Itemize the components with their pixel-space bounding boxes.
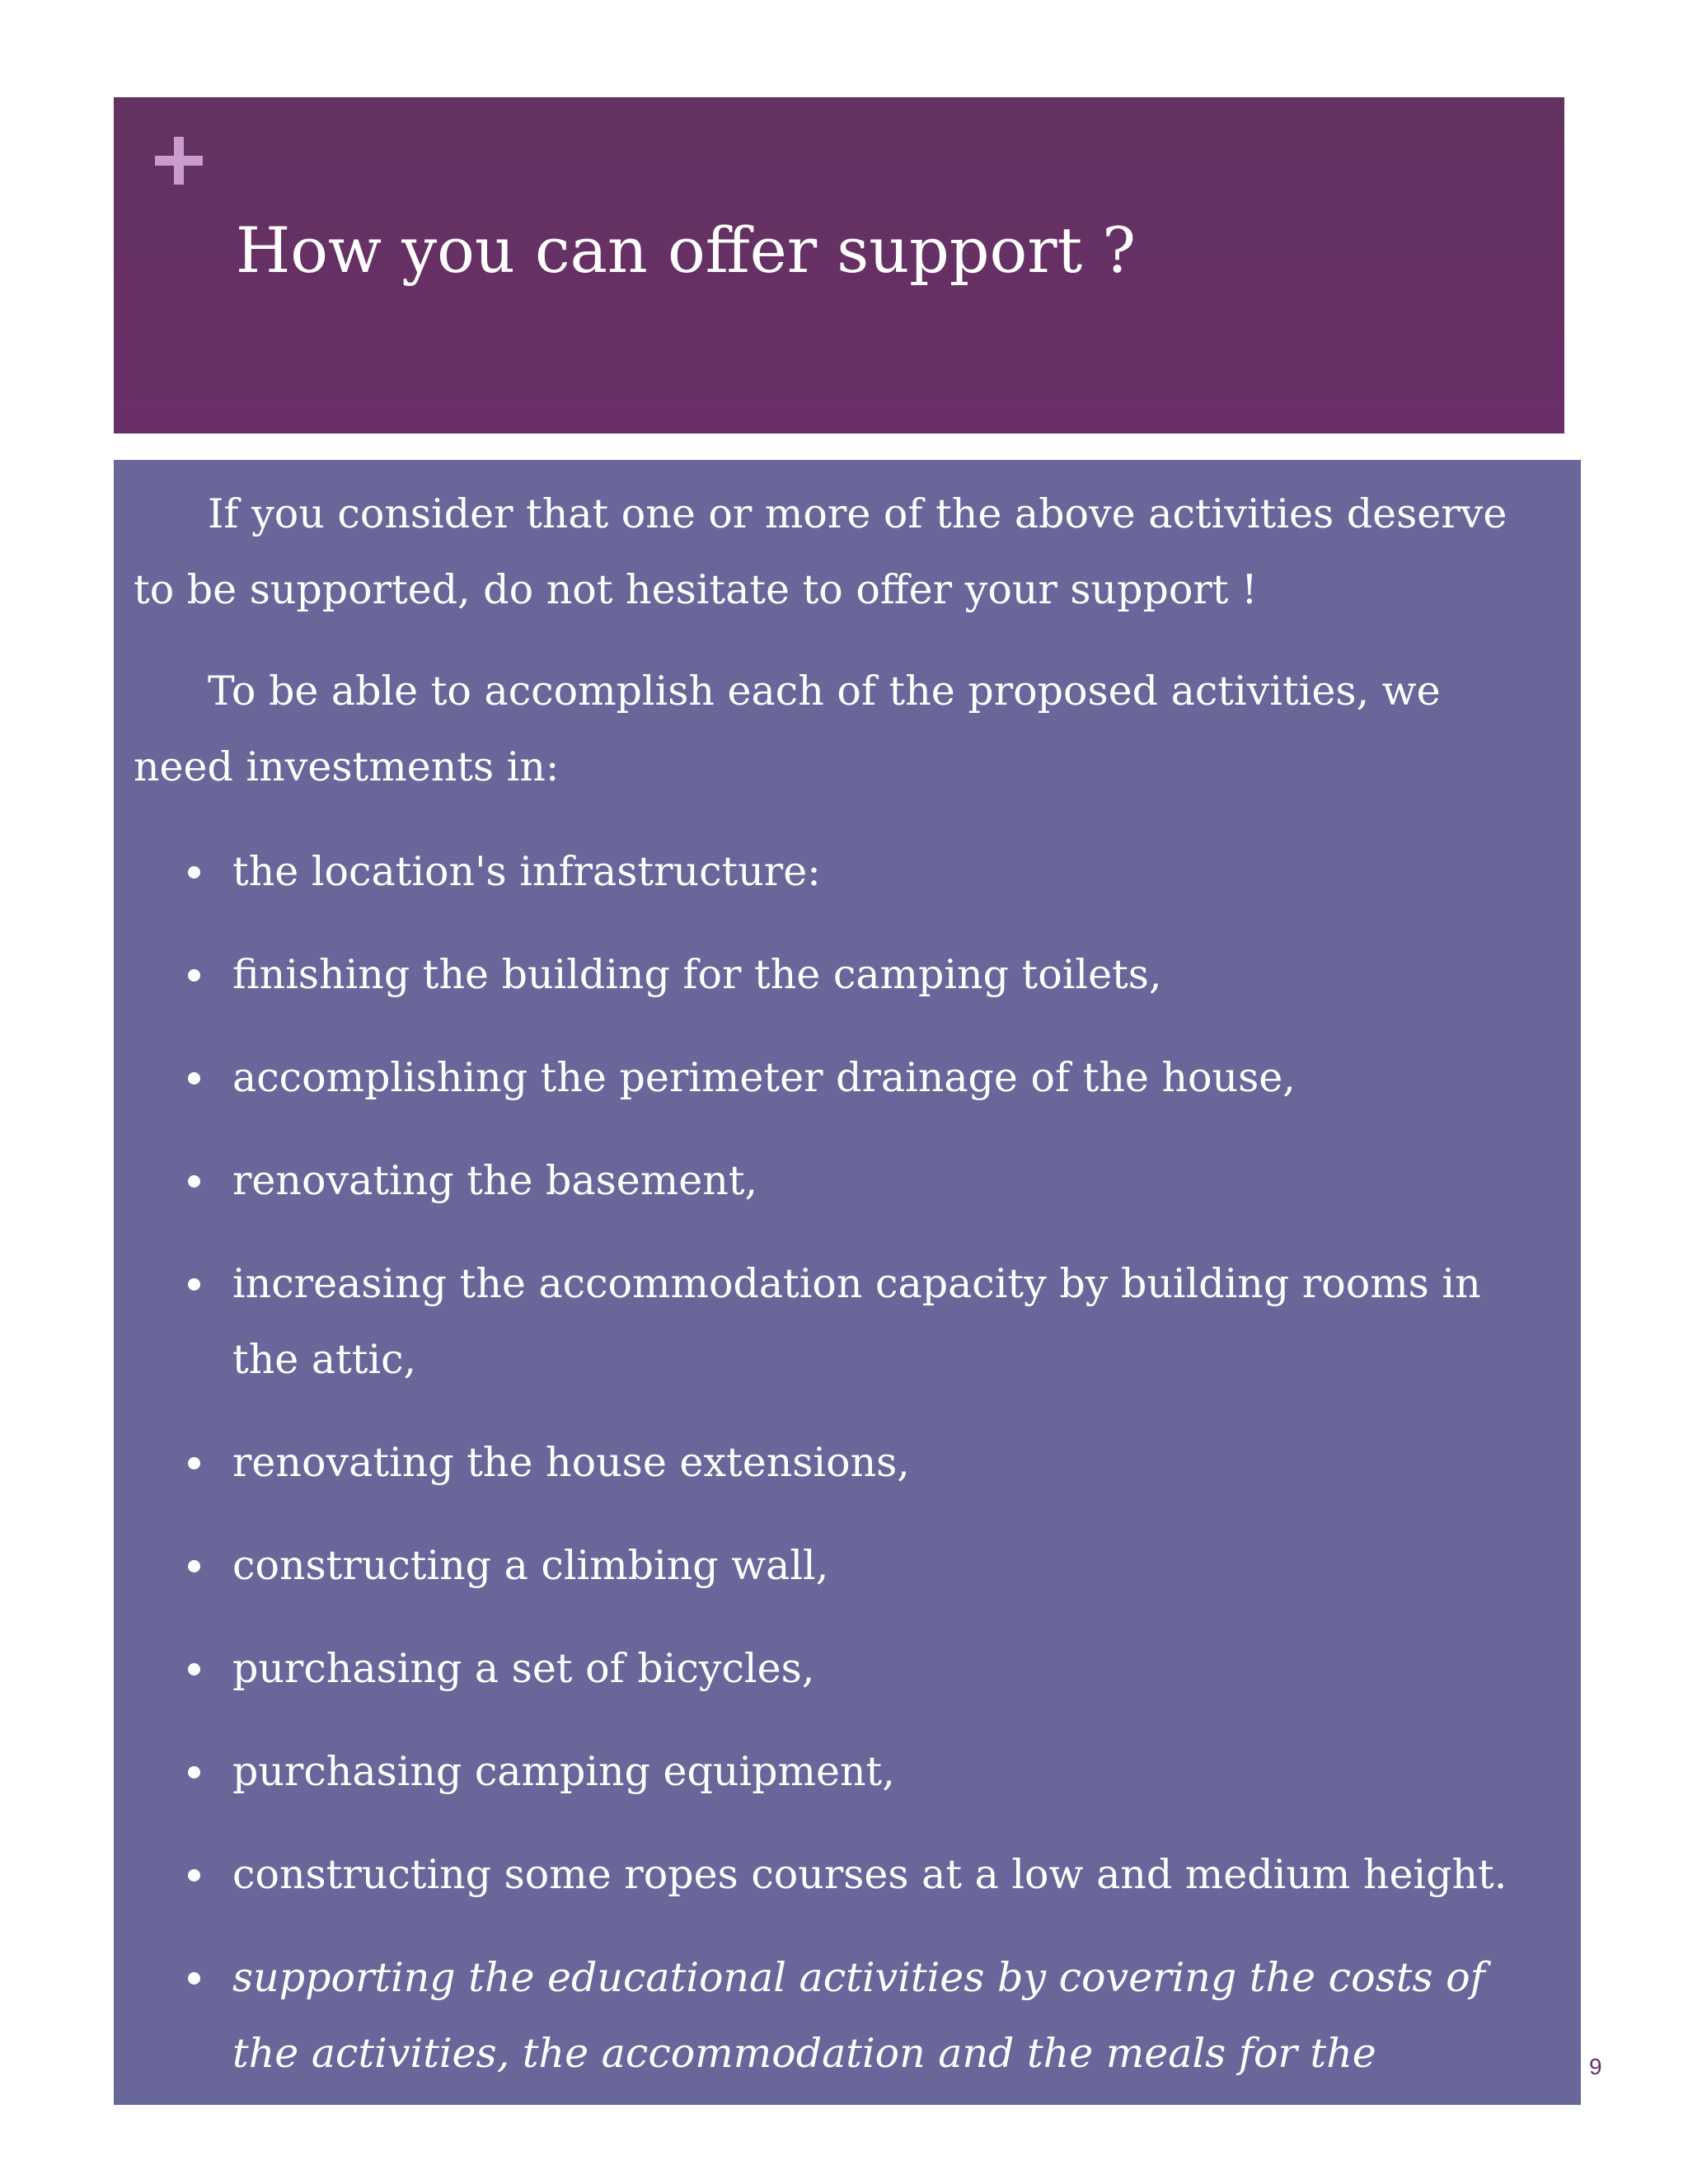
list-item: increasing the accommodation capacity by building rooms in the attic,	[134, 1246, 1548, 1398]
list-item: renovating the house extensions,	[134, 1425, 1548, 1501]
list-item: accomplishing the perimeter drainage of the house,	[134, 1040, 1548, 1116]
list-item: supporting the educational activities by covering the costs of the activities, the accommodation and the meals for the volunteers.	[134, 1940, 1548, 2168]
bullet-icon	[188, 1972, 200, 1985]
list-item: constructing a climbing wall,	[134, 1528, 1548, 1604]
bullet-icon	[188, 1457, 200, 1469]
bullet-icon	[188, 1663, 200, 1675]
bullet-icon	[188, 969, 200, 982]
bullet-icon	[188, 866, 200, 879]
list-item: purchasing camping equipment,	[134, 1734, 1548, 1810]
list-item: renovating the basement,	[134, 1143, 1548, 1219]
bullet-icon	[188, 1175, 200, 1188]
list-item: purchasing a set of bicycles,	[134, 1631, 1548, 1707]
page-title: How you can offer support ?	[236, 213, 1137, 287]
investment-list	[134, 834, 1548, 2168]
bullet-icon	[188, 1278, 200, 1291]
bullet-icon	[188, 1072, 200, 1085]
bullet-icon	[188, 1869, 200, 1882]
intro-paragraph: If you consider that one or more of the above activities deserve to be supported, do not hesitate to offer your support !	[134, 490, 1507, 613]
slide-header	[114, 97, 1564, 434]
bullet-icon	[188, 1766, 200, 1779]
page-number: 9	[1589, 2054, 1602, 2079]
list-item: constructing some ropes courses at a low and medium height.	[134, 1837, 1548, 1913]
list-item: finishing the building for the camping toilets,	[134, 937, 1548, 1013]
bullet-icon	[188, 1560, 200, 1572]
plus-icon	[155, 137, 203, 185]
content-panel	[114, 460, 1581, 2153]
list-item: the location's infrastructure:	[134, 834, 1548, 910]
investments-paragraph: To be able to accomplish each of the proposed activities, we need investments in:	[134, 668, 1441, 790]
